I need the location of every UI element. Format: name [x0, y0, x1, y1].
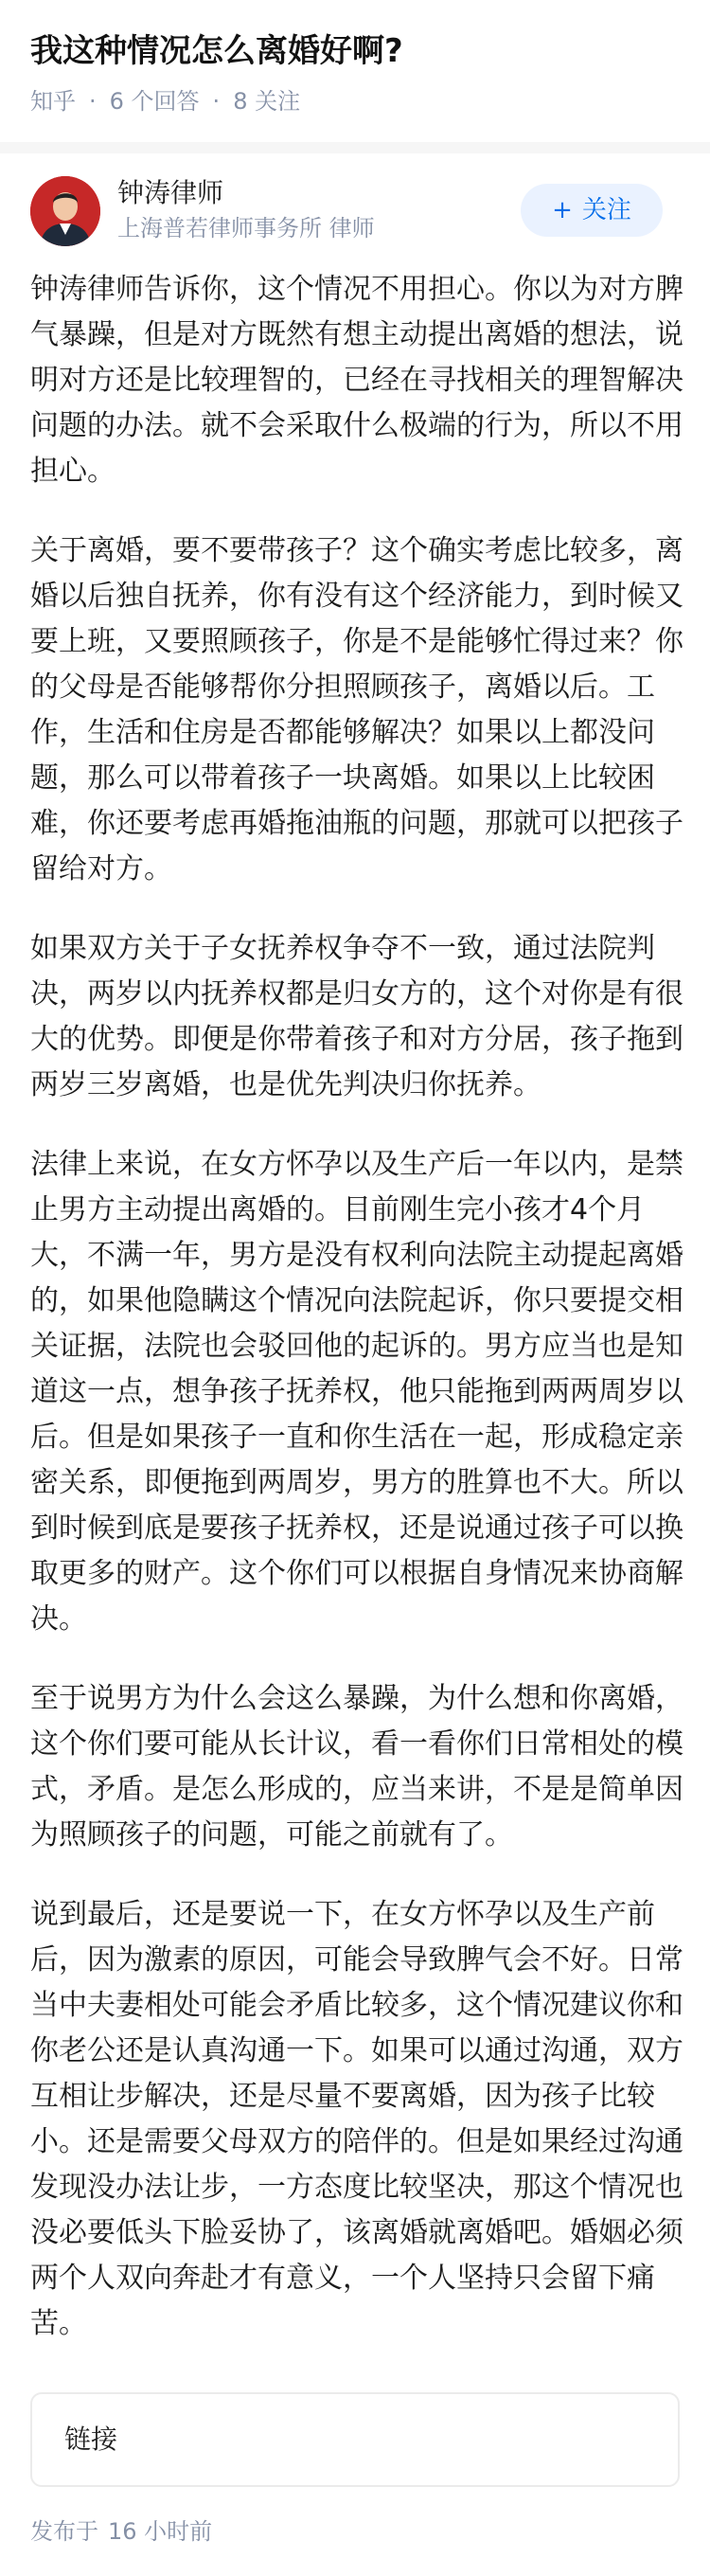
- author-title: 上海普若律师事务所 律师: [117, 215, 375, 242]
- section-divider: [0, 142, 710, 153]
- link-card[interactable]: [30, 2392, 680, 2487]
- question-meta: [30, 85, 300, 117]
- answer-paragraph: 至于说男方为什么会这么暴躁，为什么想和你离婚，这个你们要可能从长计议，看一看你们日常相处的模式，矛盾。是怎么形成的，应当来讲，不是是简单因为照顾孩子的问题，可能之前就有了。: [30, 1682, 683, 1852]
- link-card-label: 链接: [64, 2424, 118, 2455]
- posted-time: [30, 2515, 212, 2548]
- meta-separator: ·: [212, 88, 221, 115]
- follow-label: 关注: [581, 196, 631, 224]
- follow-button[interactable]: [521, 184, 663, 237]
- answer-paragraph: 如果双方关于子女抚养权争夺不一致，通过法院判决，两岁以内抚养权都是归女方的，这个对你是有很大的优势。即便是你带着孩子和对方分居，孩子拖到两岁三岁离婚，也是优先判决归你抚养。: [30, 932, 683, 1101]
- question-title[interactable]: 我这种情况怎么离婚好啊?: [30, 32, 403, 70]
- answer-paragraph: 说到最后，还是要说一下，在女方怀孕以及生产前后，因为激素的原因，可能会导致脾气会不好。日常当中夫妻相处可能会矛盾比较多，这个情况建议你和你老公还是认真沟通一下。如果可以通过沟通，双方互相让步解决，还是尽量不要离婚，因为孩子比较小。还是需要父母双方的陪伴的。但是如果经过沟通发现没办法让步，一方态度比较坚决，那这个情况也没必要低头下脸妥协了，该离婚就离婚吧。婚姻必须两个人双向奔赴才有意义，一个人坚持只会留下痛苦。: [30, 1898, 683, 2340]
- followers-count: 8 关注: [233, 88, 301, 115]
- source-label[interactable]: 知乎: [30, 88, 76, 115]
- lawyer-portrait-icon: [30, 176, 100, 246]
- meta-separator: ·: [89, 88, 97, 115]
- answer-paragraph: 钟涛律师告诉你，这个情况不用担心。你以为对方脾气暴躁，但是对方既然有想主动提出离婚的想法，说明对方还是比较理智的，已经在寻找相关的理智解决问题的办法。就不会采取什么极端的行为，所以不用担心。: [30, 273, 683, 488]
- plus-icon: +: [552, 196, 573, 224]
- author-name[interactable]: 钟涛律师: [117, 177, 224, 208]
- author-avatar[interactable]: [30, 176, 100, 246]
- posted-prefix: 发布于: [30, 2518, 98, 2545]
- answer-body: [30, 267, 683, 2381]
- answers-count[interactable]: 6 个回答: [109, 88, 200, 115]
- posted-time-value: 16 小时前: [108, 2518, 213, 2545]
- answer-paragraph: 法律上来说，在女方怀孕以及生产后一年以内，是禁止男方主动提出离婚的。目前刚生完小孩才4个月大，不满一年，男方是没有权利向法院主动提起离婚的，如果他隐瞒这个情况向法院起诉，你只要提交相关证据，法院也会驳回他的起诉的。男方应当也是知道这一点，想争孩子抚养权，他只能拖到两两周岁以后。但是如果孩子一直和你生活在一起，形成稳定亲密关系，即便拖到两周岁，男方的胜算也不大。所以到时候到底是要孩子抚养权，还是说通过孩子可以换取更多的财产。这个你们可以根据自身情况来协商解决。: [30, 1148, 683, 1636]
- answer-paragraph: 关于离婚，要不要带孩子？这个确实考虑比较多，离婚以后独自抚养，你有没有这个经济能力，到时候又要上班，又要照顾孩子，你是不是能够忙得过来？你的父母是否能够帮你分担照顾孩子，离婚以后。工作，生活和住房是否都能够解决？如果以上都没问题，那么可以带着孩子一块离婚。如果以上比较困难，你还要考虑再婚拖油瓶的问题，那就可以把孩子留给对方。: [30, 534, 683, 886]
